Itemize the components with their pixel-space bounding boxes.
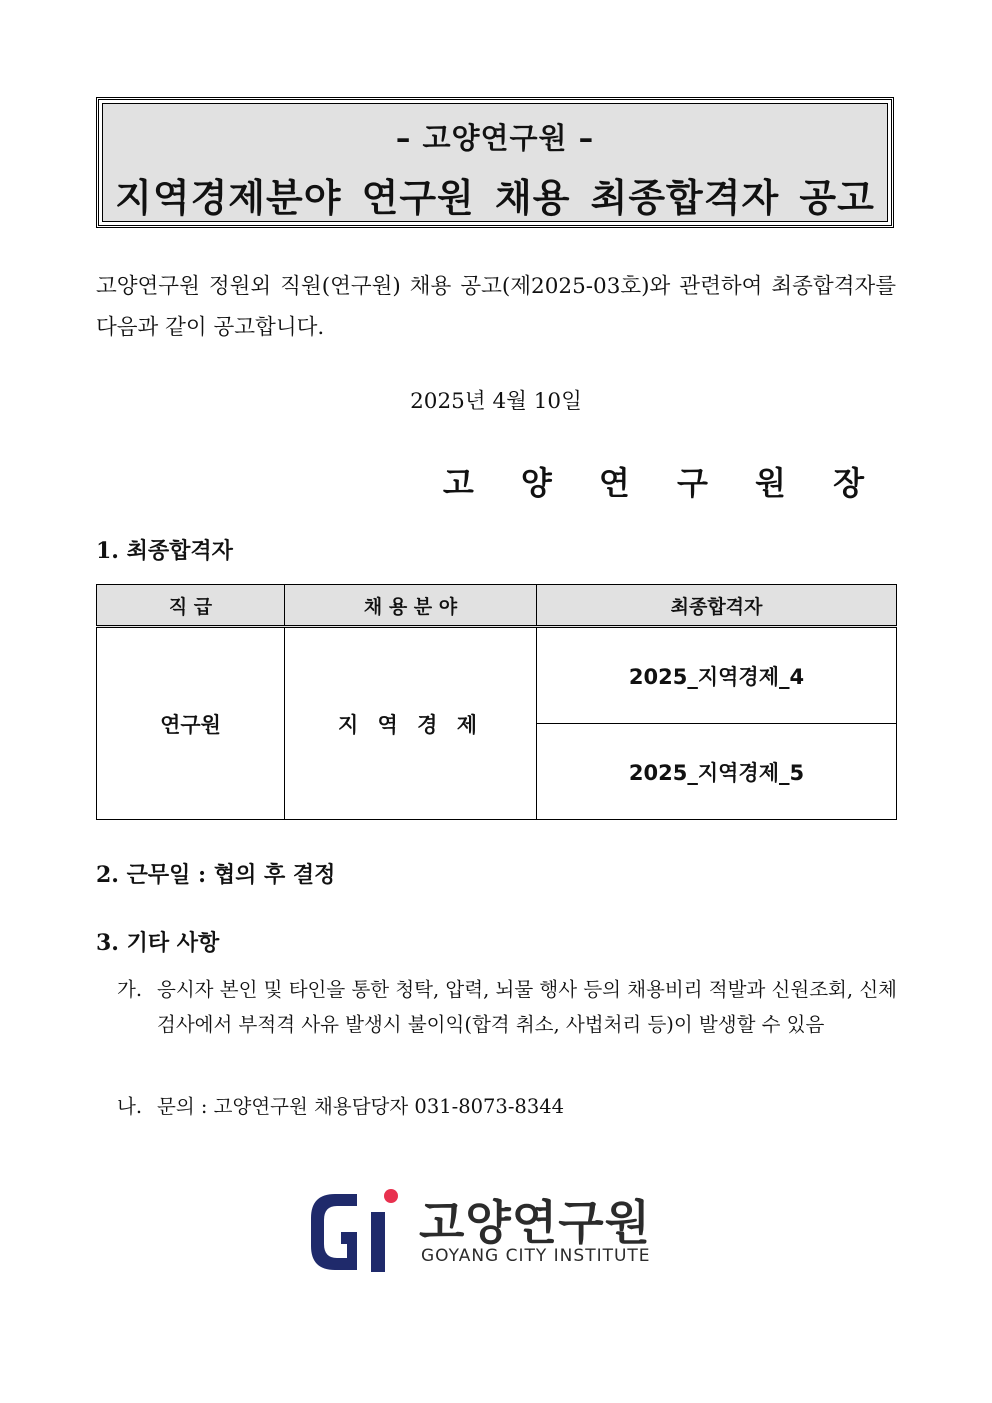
gi-emblem-icon bbox=[307, 1186, 407, 1276]
logo-name-kr: 고양연구원 bbox=[419, 1196, 652, 1251]
title-inner bbox=[102, 103, 888, 222]
cell-finalist-1: 2025_지역경제_4 bbox=[537, 627, 897, 724]
intro-paragraph: 고양연구원 정원외 직원(연구원) 채용 공고(제2025-03호)와 관련하여 최종합격자를 다음과 같이 공고합니다. bbox=[96, 274, 896, 340]
cell-position: 연구원 bbox=[97, 627, 285, 820]
section-3-heading: 3. 기타 사항 bbox=[96, 930, 220, 956]
list-item bbox=[117, 1089, 897, 1124]
title-box bbox=[96, 97, 894, 228]
signer: 고 양 연 구 원 장 bbox=[442, 464, 882, 502]
list-item-mark: 가. bbox=[117, 978, 143, 1001]
finalists-table bbox=[96, 584, 897, 820]
cell-field: 지 역 경 제 bbox=[285, 627, 537, 820]
section-2-heading: 2. 근무일 : 협의 후 결정 bbox=[96, 862, 336, 888]
list-item-text: 문의 : 고양연구원 채용담당자 031-8073-8344 bbox=[157, 1095, 565, 1118]
header-position: 직 급 bbox=[97, 585, 285, 627]
list-item bbox=[117, 972, 897, 1042]
header-finalists: 최종합격자 bbox=[537, 585, 897, 627]
logo-name-en: GOYANG CITY INSTITUTE bbox=[421, 1246, 651, 1266]
page-title: 지역경제분야 연구원 채용 최종합격자 공고 bbox=[115, 176, 875, 220]
announcement-date: 2025년 4월 10일 bbox=[410, 389, 582, 414]
cell-finalist-2: 2025_지역경제_5 bbox=[537, 724, 897, 820]
table-row bbox=[97, 627, 897, 724]
title-subtitle: – 고양연구원 – bbox=[395, 121, 595, 155]
header-field: 채 용 분 야 bbox=[285, 585, 537, 627]
section-1-heading: 1. 최종합격자 bbox=[96, 538, 233, 564]
list-item-mark: 나. bbox=[117, 1095, 143, 1118]
table-header-row bbox=[97, 585, 897, 627]
institute-logo bbox=[307, 1186, 687, 1281]
list-item-text: 응시자 본인 및 타인을 통한 청탁, 압력, 뇌물 행사 등의 채용비리 적발과 신원조회, 신체검사에서 부적격 사유 발생시 불이익(합격 취소, 사법처리 등)이 발생할 수 있음 bbox=[157, 978, 897, 1036]
